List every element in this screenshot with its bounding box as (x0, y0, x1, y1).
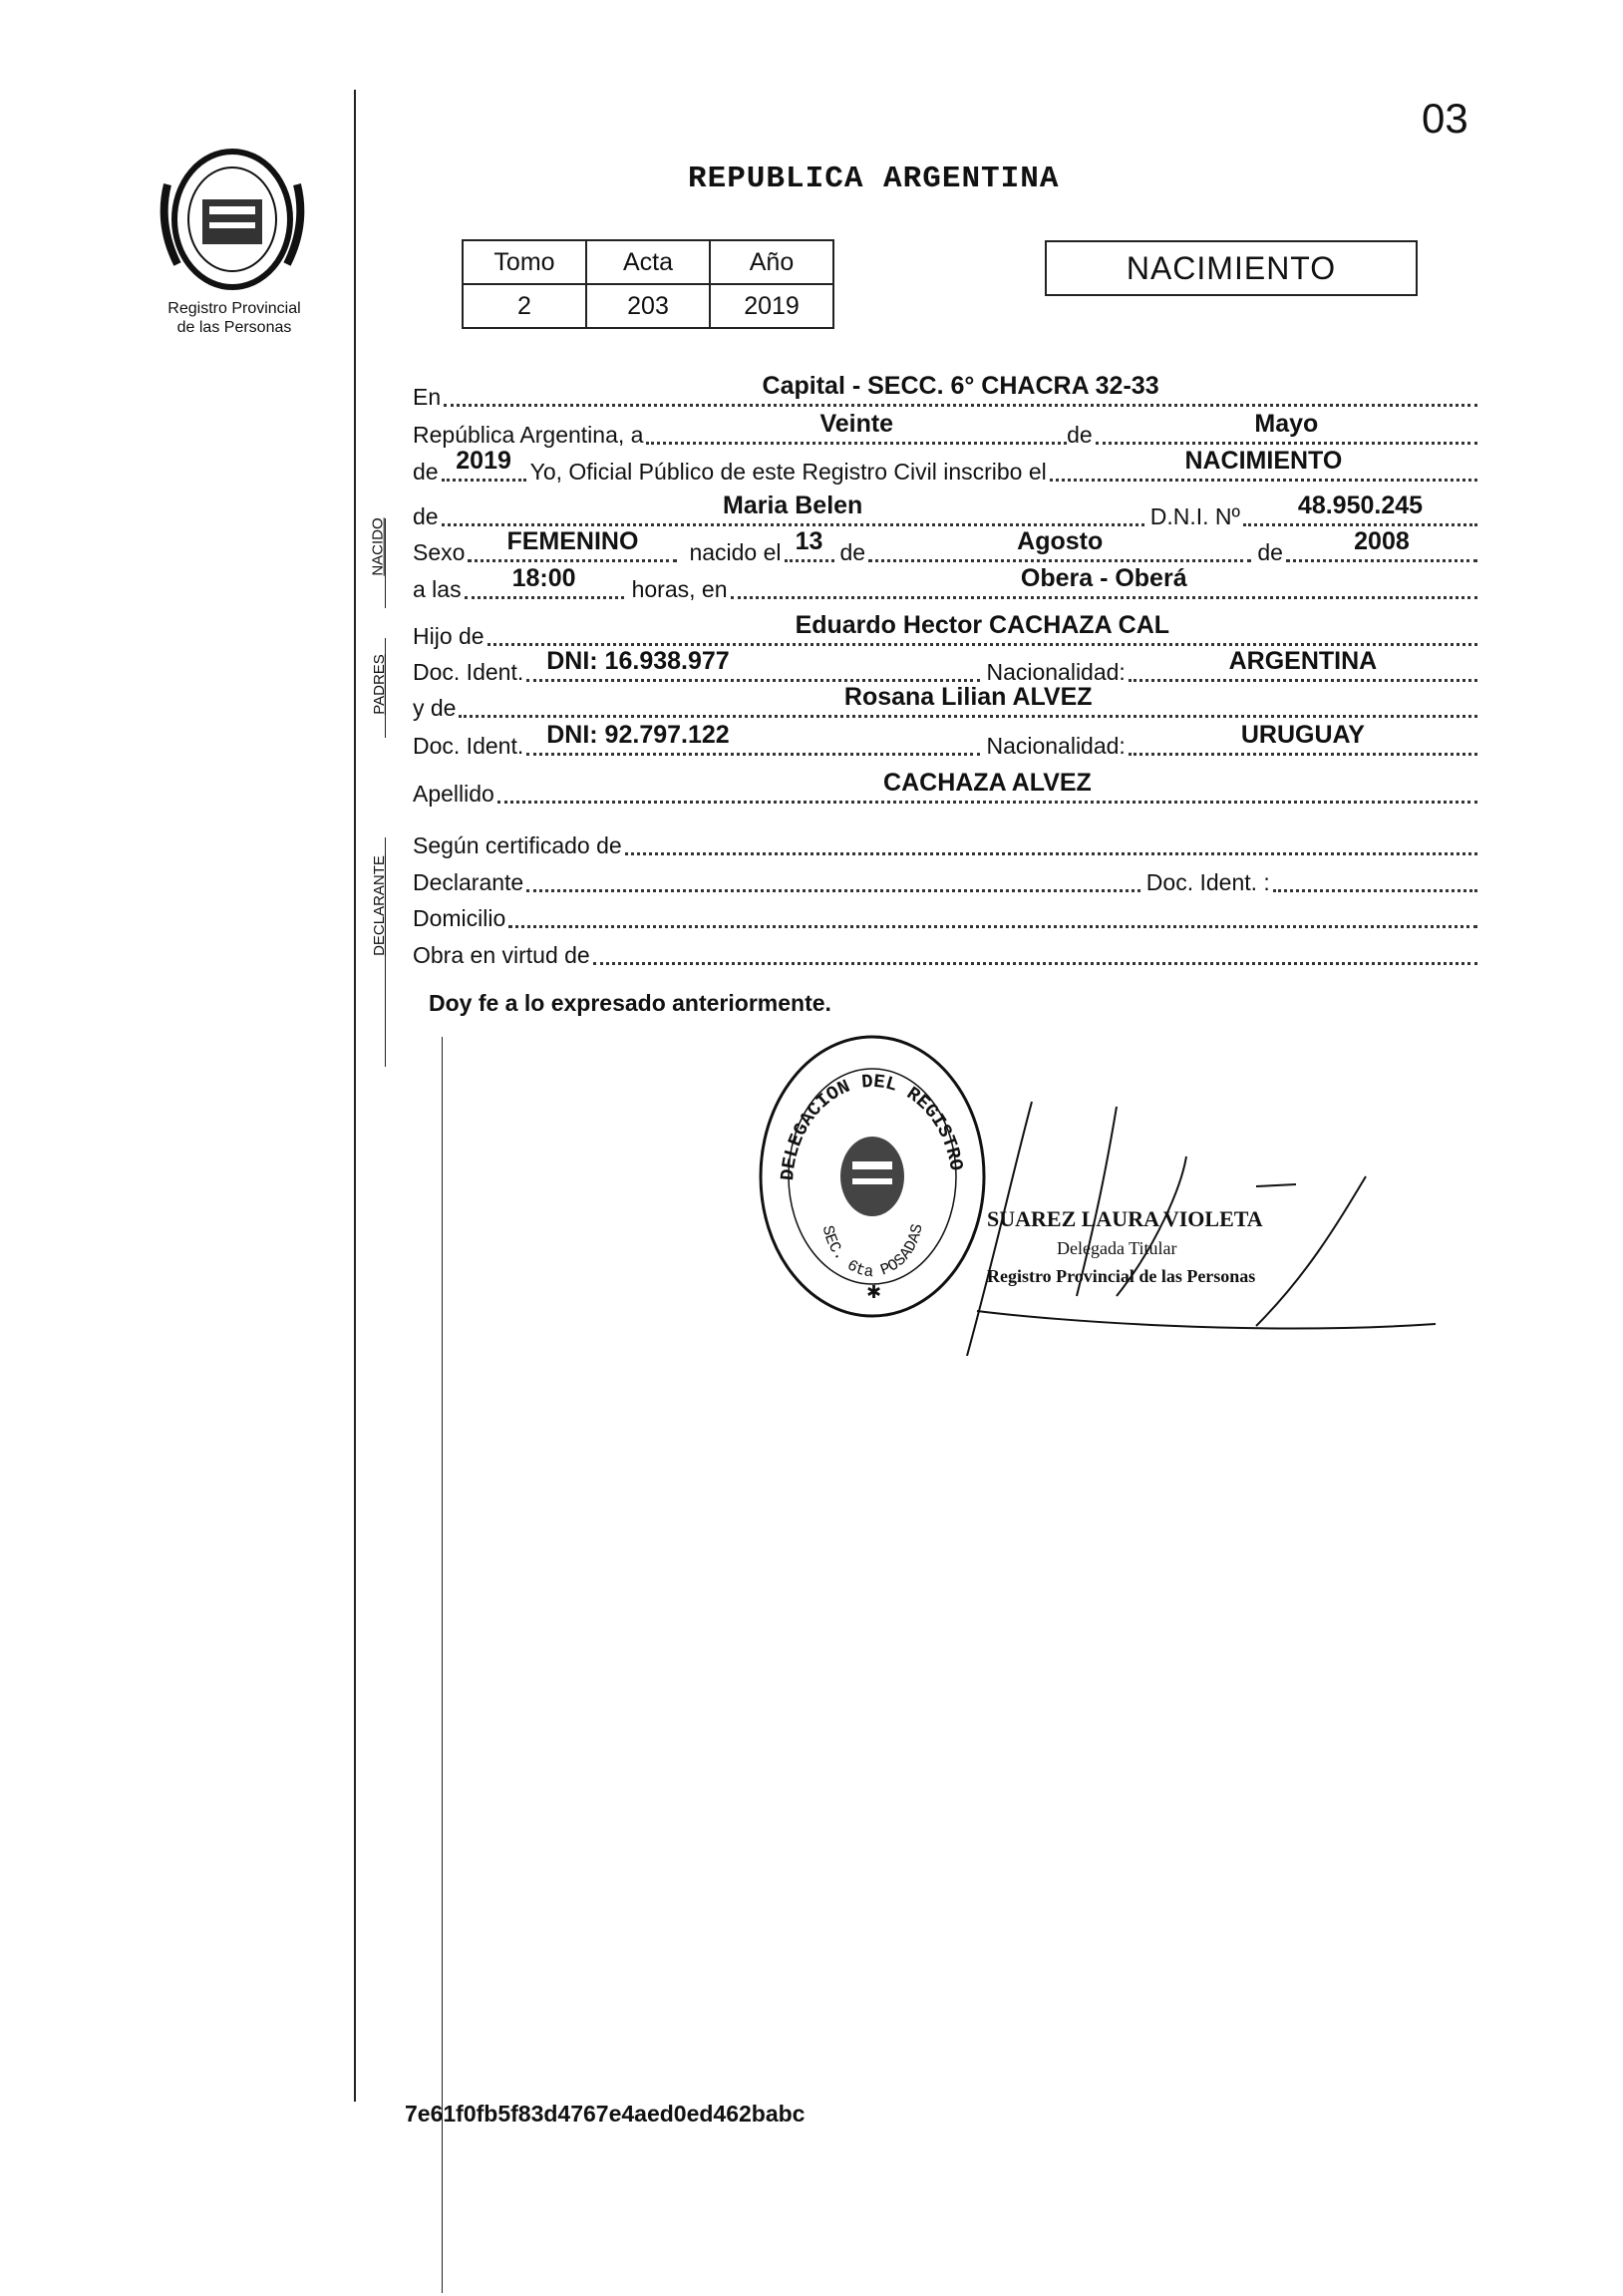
row-hora (413, 564, 1477, 603)
label-hora: a las (413, 576, 462, 602)
label-decl-doc: Doc. Ident. : (1145, 869, 1270, 895)
row-padre (413, 611, 1477, 650)
signature-org: Registro Provincial de las Personas (987, 1266, 1256, 1286)
margin-rule (354, 90, 356, 2102)
row-domicilio (413, 900, 1477, 932)
label-de2: de (413, 459, 439, 485)
logo-caption (150, 299, 319, 337)
row-fecha (413, 410, 1477, 449)
registry-table (462, 239, 834, 329)
value-madre-nac: URUGUAY (1240, 721, 1365, 749)
row-madre-doc (413, 721, 1477, 760)
label-apellido: Apellido (413, 781, 494, 807)
label-de: de (1067, 422, 1093, 448)
value-anio: 2019 (456, 447, 511, 475)
act-type-box: NACIMIENTO (1045, 240, 1418, 296)
signature-role: Delegada Titular (1057, 1238, 1177, 1258)
value-madre: Rosana Lilian ALVEZ (843, 683, 1093, 711)
side-label-padres: PADRES (370, 654, 388, 715)
seal-text: DELEGACION DEL REGISTRO (777, 1070, 967, 1181)
label-nacido: nacido el (689, 539, 782, 565)
label-republica: República Argentina, a (413, 422, 644, 448)
page-number: 03 (1422, 95, 1468, 142)
value-dni: 48.950.245 (1297, 492, 1424, 519)
row-obra (413, 937, 1477, 969)
value-padre-doc: DNI: 16.938.977 (546, 647, 730, 675)
value-hora: 18:00 (511, 564, 576, 592)
value-padre: Eduardo Hector CACHAZA CAL (795, 611, 1170, 639)
row-nombre (413, 492, 1477, 530)
label-horas-en: horas, en (631, 576, 728, 602)
label-nacionalidad2: Nacionalidad: (986, 733, 1126, 759)
logo-caption-line1: Registro Provincial (167, 300, 301, 317)
table-header-anio: Año (710, 240, 833, 284)
label-declarante: Declarante (413, 869, 524, 895)
row-en (413, 372, 1477, 411)
row-apellido (413, 769, 1477, 808)
row-madre (413, 683, 1477, 722)
label-en: En (413, 384, 442, 410)
value-lugar-nac: Obera - Oberá (1020, 564, 1187, 592)
label-yo: Yo, Oficial Público de este Registro Civil inscribo el (529, 459, 1047, 485)
label-hijo: Hijo de (413, 623, 485, 649)
table-header-acta: Acta (586, 240, 710, 284)
label-domicilio: Domicilio (413, 905, 506, 931)
value-nac-dia: 13 (795, 527, 823, 555)
value-acto: NACIMIENTO (1184, 447, 1343, 475)
label-yde: y de (413, 695, 457, 721)
table-value-anio: 2019 (710, 284, 833, 328)
registry-logo (158, 145, 307, 294)
official-seal (753, 1027, 992, 1326)
value-lugar: Capital - SECC. 6° CHACRA 32-33 (762, 372, 1159, 400)
label-nacionalidad: Nacionalidad: (986, 659, 1126, 685)
label-nac-de2: de (1257, 539, 1283, 565)
value-apellido: CACHAZA ALVEZ (883, 769, 1092, 797)
logo-caption-line2: de las Personas (176, 319, 292, 336)
table-header-tomo: Tomo (463, 240, 586, 284)
value-sexo: FEMENINO (506, 527, 639, 555)
row-sexo (413, 527, 1477, 566)
value-dia: Veinte (819, 410, 894, 438)
seal-inner-text: SEC. 6ta POSADAS (817, 1222, 927, 1282)
value-nac-mes: Agosto (1017, 527, 1104, 555)
label-dni: D.N.I. Nº (1149, 503, 1240, 529)
side-label-declarante: DECLARANTE (370, 855, 388, 956)
table-value-tomo: 2 (463, 284, 586, 328)
label-obra: Obra en virtud de (413, 942, 590, 968)
row-declarante (413, 864, 1477, 896)
value-mes: Mayo (1254, 410, 1319, 438)
row-anio (413, 447, 1477, 486)
signature-name: SUAREZ LAURA VIOLETA (987, 1206, 1263, 1231)
label-nac-de: de (839, 539, 866, 565)
row-segun (413, 827, 1477, 859)
value-madre-doc: DNI: 92.797.122 (546, 721, 730, 749)
country-title: REPUBLICA ARGENTINA (688, 162, 1060, 196)
label-segun: Según certificado de (413, 832, 622, 858)
label-doc: Doc. Ident. (413, 659, 524, 685)
value-padre-nac: ARGENTINA (1228, 647, 1378, 675)
side-label-nacido: NACIDO (369, 517, 387, 576)
closing-statement: Doy fe a lo expresado anteriormente. (429, 990, 831, 1016)
row-padre-doc (413, 647, 1477, 686)
document-hash: 7e61f0fb5f83d4767e4aed0ed462babc (405, 2101, 806, 2127)
value-nombre: Maria Belen (723, 492, 863, 519)
label-nombre: de (413, 503, 439, 529)
label-sexo: Sexo (413, 539, 466, 565)
label-doc2: Doc. Ident. (413, 733, 524, 759)
table-value-acta: 203 (586, 284, 710, 328)
svg-text:✱: ✱ (866, 1282, 882, 1302)
value-nac-anio: 2008 (1354, 527, 1410, 555)
